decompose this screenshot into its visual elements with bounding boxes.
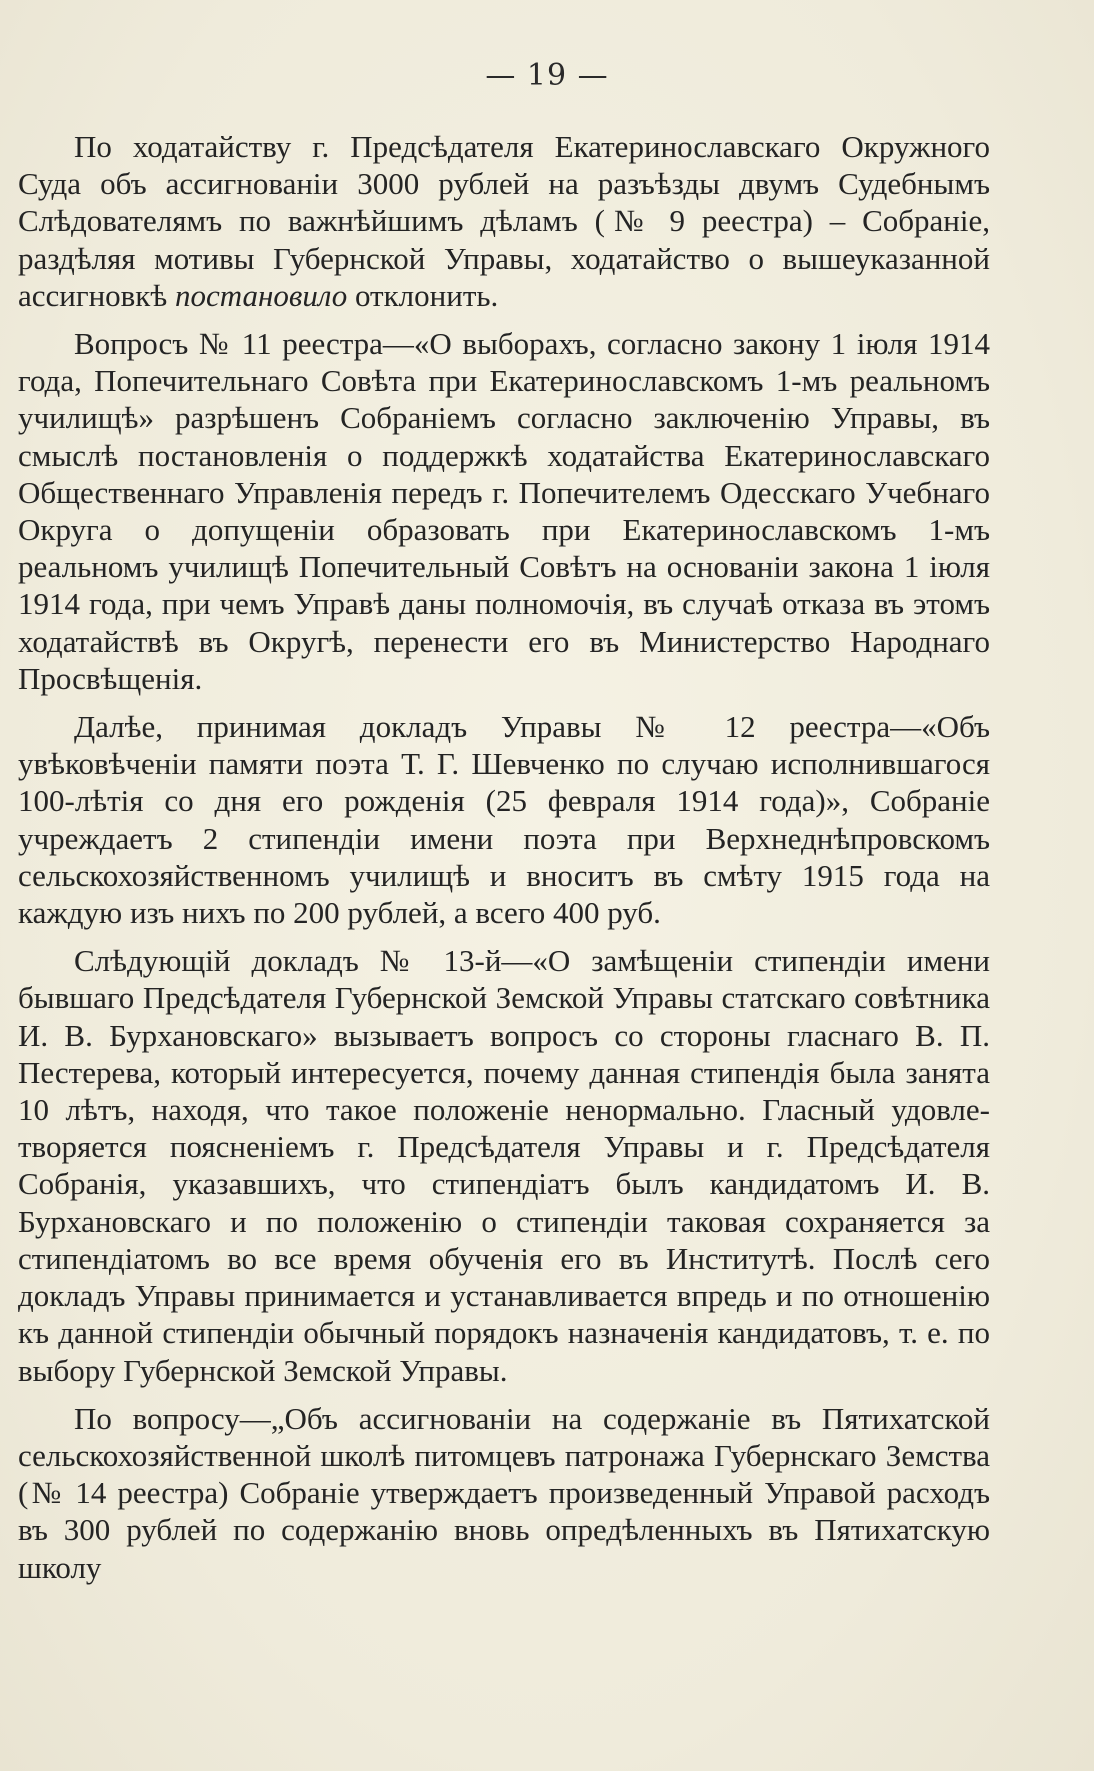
paragraph-2: Вопросъ № 11 реестра—«О выборахъ, согласно закону 1 іюля 1914 года, Попечительнаго Совѣта при Екатеринославскомъ 1-мъ реальномъ училищѣ» разрѣшенъ Собраніемъ согласно заключенію Управы, въ смыслѣ постановленія о поддержкѣ ходатайства Екатеринославскаго Общественнаго Управленія передъ г. Попечителемъ Одесскаго Учебнаго Округа о допущеніи образовать при Екатеринославскомъ 1-мъ реальномъ училищѣ Попечительный Совѣтъ на основаніи закона 1 іюля 1914 года, при чемъ Управѣ даны полномочія, въ случаѣ отказа въ этомъ ходатайствѣ въ Округѣ, перенести его въ Министерство Народнаго Просвѣщенія. <box>18 326 990 696</box>
paragraph-1 <box>18 128 990 314</box>
paragraph-3: Далѣе, принимая докладъ Управы № 12 реестра—«Объ увѣковѣченіи памяти поэта Т. Г. Шевченко по случаю исполнившагося 100-лѣтія со дня его рожденія (25 февраля 1914 года)», Собраніе учреждаетъ 2 стипендіи имени поэта при Верхнеднѣпровскомъ сельскохозяйственномъ училищѣ и вноситъ въ смѣту 1915 года на каждую изъ нихъ по 200 рублей, а всего 400 руб. <box>18 709 990 931</box>
body-text <box>18 128 990 1586</box>
paragraph-1-emphasis: постановило <box>174 277 348 313</box>
paragraph-5: По вопросу—„Объ ассигнованіи на содержаніе въ Пятихатской сельскохозяйственной школѣ питомцевъ патронажа Губернскаго Земства (№ 14 реестра) Собраніе утверждаетъ произведенный Управой расходъ въ 300 рублей по содержанію вновь опредѣленныхъ въ Пятихатскую школу <box>18 1400 990 1585</box>
paragraph-1-text: По ходатайству г. Предсѣдателя Екатеринославскаго Окружного Суда объ ассигнованіи 3000 рублей на разъѣзды двумъ Судебнымъ Слѣдователямъ по важнѣйшимъ дѣламъ (№ 9 реестра) – Собраніе, раздѣляя мотивы Губернской Управы, ходатайство о вышеуказанной ассигновкѣ <box>18 129 990 313</box>
paragraph-4: Слѣдующій докладъ № 13-й—«О замѣщеніи стипендіи имени бывшаго Предсѣдателя Губернской Земской Управы статскаго совѣтника И. В. Бурхановскаго» вызываетъ вопросъ со стороны гласнаго В. П. Пестерева, который интересуется, почему данная стипендія была занята 10 лѣтъ, находя, что такое положеніе ненормально. Гласный удовлетворяется поясненіемъ г. Предсѣдателя Управы и г. Предсѣдателя Собранія, указавшихъ, что стипендіатъ былъ кандидатомъ И. В. Бурхановскаго и по положенію о стипендіи таковая сохраняется за стипендіатомъ во все время обученія его въ Институтѣ. Послѣ сего докладъ Управы принимается и устанавливается впредь и по отношенію къ данной стипендіи обычный порядокъ назначенія кандидатовъ, т. е. по выбору Губернской Земской Управы. <box>18 943 990 1388</box>
page-number: — 19 — <box>485 58 609 93</box>
paragraph-1-ending: отклонить. <box>347 277 499 313</box>
